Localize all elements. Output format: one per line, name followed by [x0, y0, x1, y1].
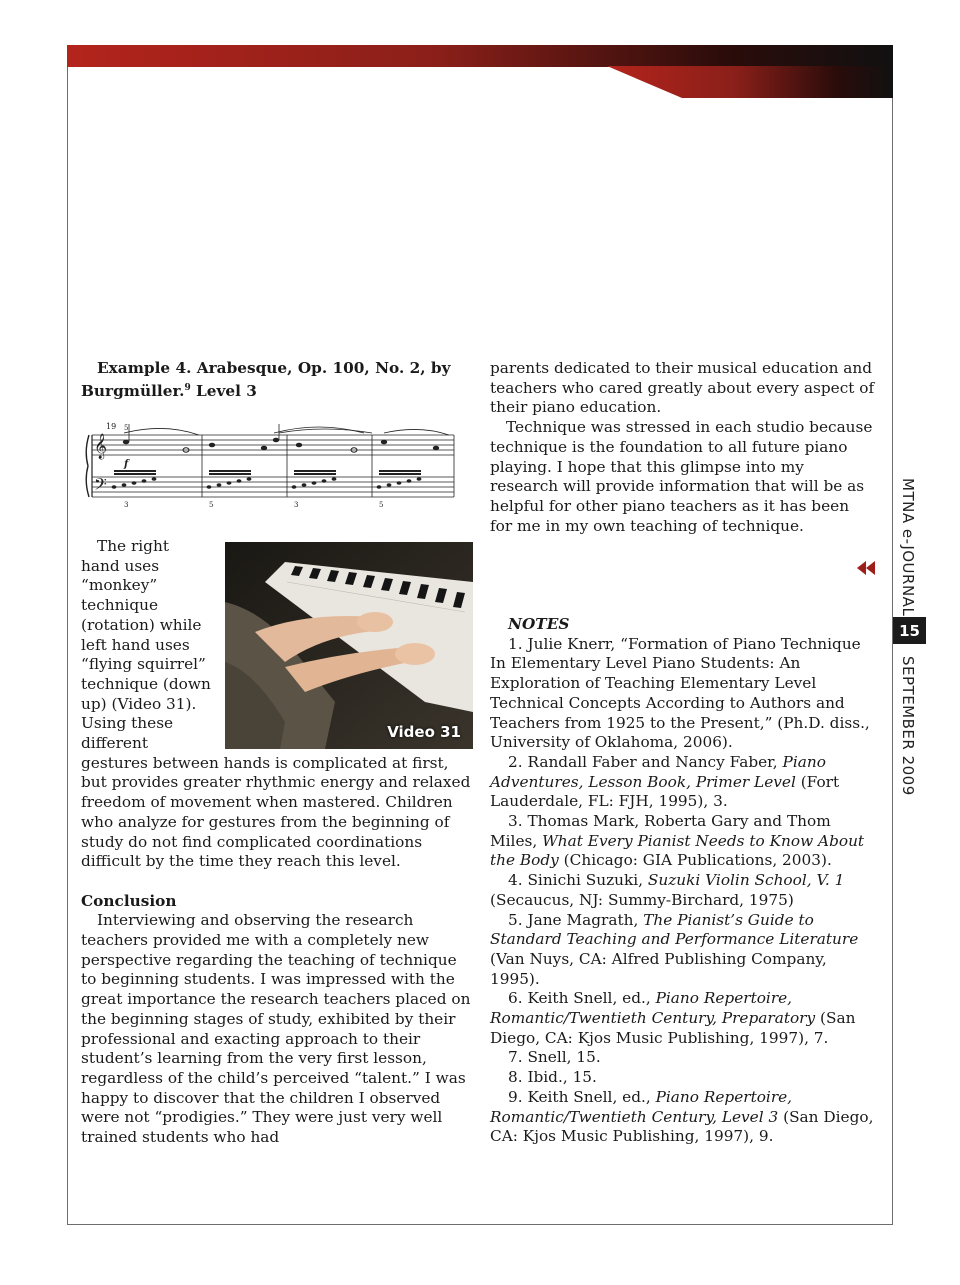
notes-section: [490, 615, 875, 1147]
note-item: [490, 753, 875, 812]
note-title: Piano Repertoire, Romantic/Twentieth Century, Level 3: [490, 1087, 793, 1126]
note-text: 8. Ibid., 15.: [508, 1068, 597, 1087]
note-text-tail: (Secaucus, NJ: Summy-Birchard, 1975): [490, 890, 794, 909]
page-number: 15: [893, 617, 926, 644]
note-title: Piano Repertoire, Romantic/Twentieth Century, Preparatory: [490, 989, 816, 1028]
note-item: [490, 635, 875, 753]
paragraph-parents: parents dedicated to their musical education and teachers who cared greatly about every aspect of their piano education.: [490, 359, 875, 417]
note-item: [490, 871, 875, 910]
fingering-bottom-2: 5: [209, 501, 214, 509]
note-text: 7. Snell, 15.: [508, 1048, 601, 1067]
journal-name: MTNA e-JOURNAL: [899, 478, 917, 617]
note-title: What Every Pianist Needs to Know About the Body: [490, 831, 865, 870]
double-left-arrow-icon[interactable]: [857, 561, 875, 575]
note-item: [490, 1048, 875, 1068]
dynamic-marking: f: [124, 459, 129, 470]
note-item: [490, 1068, 875, 1088]
fingering-top: 5: [124, 424, 129, 432]
conclusion-heading: Conclusion: [81, 891, 177, 910]
fingering-bottom-3: 3: [294, 501, 299, 509]
note-item: [490, 812, 875, 871]
paragraph-gestures: The right hand uses “monkey” technique (rotation) while left hand uses “flying squirrel” technique (down up) (Video 31). Using these different gestures between hands is complicated at first, but provides greater rhythmic energy and relaxed freedom of movement when mastered. Children who analyze for gestures from the beginning of study do not find complicated coordinations difficult by the time they reach this level.: [81, 537, 471, 871]
svg-text:𝄢: 𝄢: [94, 474, 107, 498]
note-item: [490, 989, 875, 1048]
note-text: 9. Keith Snell, ed.,: [508, 1087, 656, 1106]
example-caption-block: [81, 359, 466, 402]
notes-list: [490, 635, 875, 1147]
music-score-excerpt: [84, 421, 456, 511]
header-bar: [67, 45, 893, 98]
fingering-bottom-1: 3: [124, 501, 129, 509]
note-title: Piano Adventures, Lesson Book, Primer Level: [490, 752, 826, 791]
paragraph-technique: Technique was stressed in each studio because technique is the foundation to all future piano playing. I hope that this glimpse into my research will provide information that will be as helpful for other piano teachers as it has been for me in my own teaching of technique.: [490, 418, 873, 535]
note-text: 4. Sinichi Suzuki,: [508, 871, 648, 890]
note-text: 6. Keith Snell, ed.,: [508, 989, 656, 1008]
right-column-top: [490, 359, 875, 536]
note-text: 2. Randall Faber and Nancy Faber,: [508, 752, 783, 771]
note-title: Suzuki Violin School, V. 1: [647, 871, 845, 890]
video-label: Video 31: [387, 723, 461, 742]
issue-date: SEPTEMBER 2009: [899, 656, 917, 796]
fingering-bottom-4: 5: [379, 501, 384, 509]
paragraph-conclusion: Interviewing and observing the research teachers provided me with a completely new perspective regarding the teaching of technique to beginning students. I was impressed with the great importance the research teachers placed on the beginning stages of study, exhibited by their professional and exacting approach to their student’s learning from the very first lesson, regardless of the child’s perceived “talent.” I was happy to discover that the children I observed were not “prodigies.” They were just very well trained students who had: [81, 911, 471, 1147]
note-item: [490, 1088, 875, 1147]
note-text: 5. Jane Magrath,: [508, 910, 644, 929]
note-title: The Pianist’s Guide to Standard Teaching and Performance Literature: [490, 910, 859, 949]
note-text-tail: (Chicago: GIA Publications, 2003).: [558, 851, 832, 870]
note-text: 3. Thomas Mark, Roberta Gary and Thom Miles,: [490, 812, 831, 850]
svg-text:𝄞: 𝄞: [94, 434, 108, 459]
left-column: [81, 537, 471, 1148]
note-text: 1. Julie Knerr, “Formation of Piano Technique In Elementary Level Piano Students: An Exploration of Teaching Elementary Level Technical Concepts According to Authors and Teachers from 1925 to the Present,” (Ph.D. diss., University of Oklahoma, 2006).: [490, 634, 870, 752]
notes-heading: NOTES: [508, 615, 570, 633]
example-caption: Example 4. Arabesque, Op. 100, No. 2, by Burgmüller.$^9$ Level 3: [81, 359, 451, 400]
piano-hands-image: [225, 542, 473, 749]
note-item: [490, 911, 875, 990]
note-text-tail: (San Diego, CA: Kjos Music Publishing, 1997), 9.: [490, 1107, 874, 1146]
note-text-tail: (Van Nuys, CA: Alfred Publishing Company, 1995).: [490, 949, 827, 988]
measure-number: 19: [106, 422, 117, 431]
video-31-thumbnail[interactable]: [225, 542, 473, 749]
note-text-tail: (Fort Lauderdale, FL: FJH, 1995), 3.: [490, 772, 840, 811]
note-text-tail: (San Diego, CA: Kjos Music Publishing, 1997), 7.: [490, 1009, 856, 1047]
